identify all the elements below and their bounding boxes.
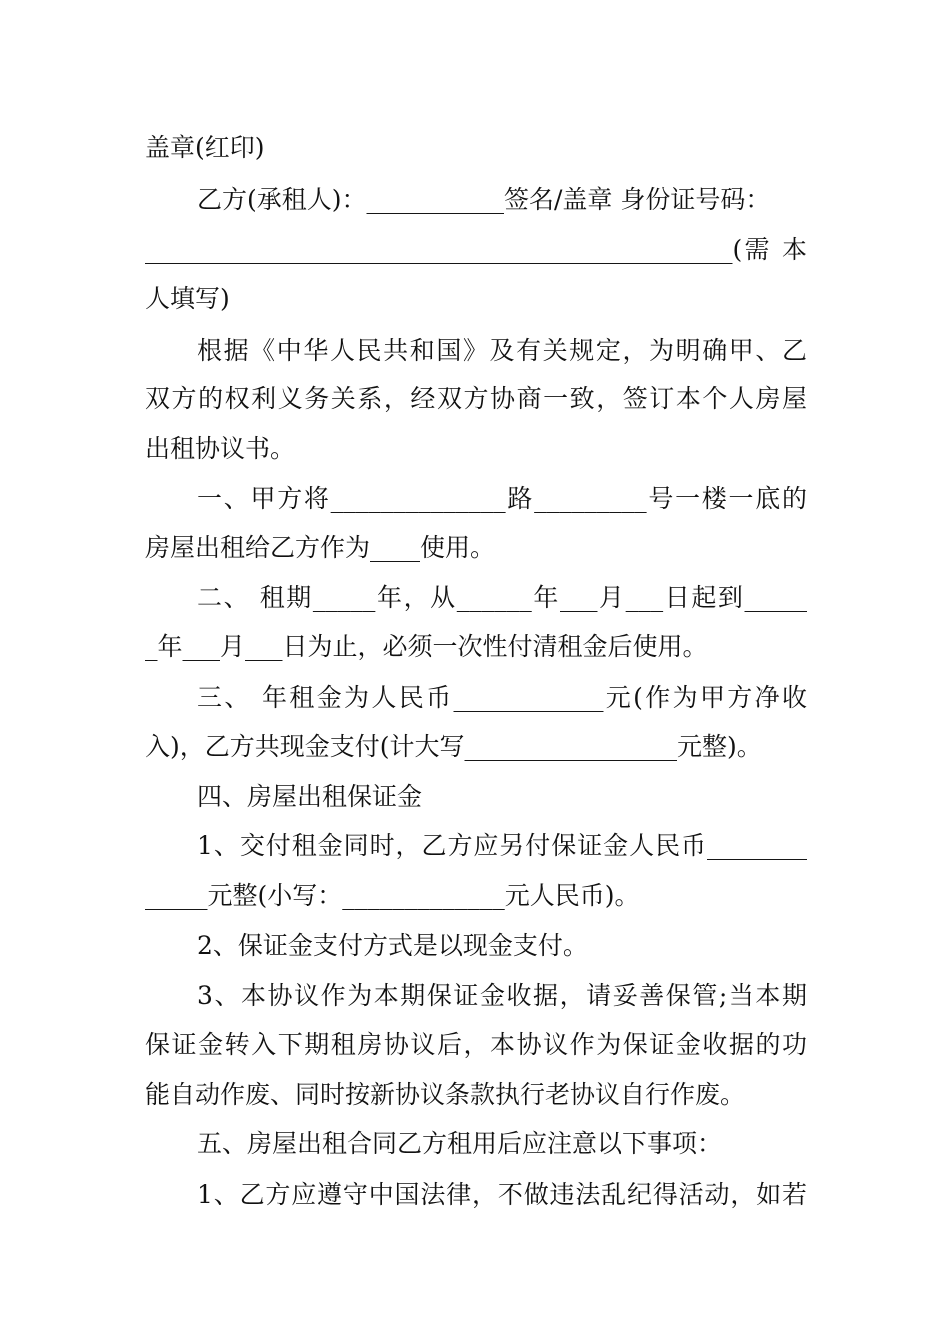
text-line: 能自动作废、同时按新协议条款执行老协议自行作废。 (145, 1080, 746, 1109)
text-line: 五、房屋出租合同乙方租用后应注意以下事项： (197, 1129, 723, 1158)
text-line: 四、房屋出租保证金 (197, 782, 423, 811)
text-line: 三、 年租金为人民币____________元(作为甲方净收 (197, 683, 807, 712)
text-line: 1、交付租金同时，乙方应另付保证金人民币________ (197, 831, 807, 860)
text-line: 房屋出租给乙方作为____使用。 (145, 533, 496, 562)
text-line: _____元整(小写：_____________元人民币)。 (145, 881, 640, 910)
text-line: 2、保证金支付方式是以现金支付。 (197, 931, 588, 960)
text-line: 双方的权利义务关系，经双方协商一致，签订本个人房屋 (145, 384, 807, 413)
text-line: 一、甲方将______________路_________号一楼一底的 (197, 484, 807, 513)
text-line: 出租协议书。 (145, 434, 296, 463)
text-line: _______________________________________________(需 本 (145, 235, 807, 264)
text-line: 盖章(红印) (145, 133, 265, 162)
text-line: 人填写) (145, 284, 230, 313)
text-line: 保证金转入下期租房协议后，本协议作为保证金收据的功 (145, 1030, 807, 1059)
text-line: 根据《中华人民共和国》及有关规定，为明确甲、乙 (197, 336, 807, 365)
text-line: 1、乙方应遵守中国法律，不做违法乱纪得活动，如若 (197, 1180, 807, 1209)
text-line: 乙方(承租人)：___________签名/盖章 身份证号码： (197, 185, 771, 214)
text-line: _年___月___日为止，必须一次性付清租金后使用。 (145, 632, 708, 661)
text-line: 二、 租期_____年，从______年___月___日起到_____ (197, 583, 807, 612)
text-line: 入)，乙方共现金支付(计大写_________________元整)。 (145, 732, 762, 761)
text-line: 3、本协议作为本期保证金收据，请妥善保管;当本期 (197, 981, 807, 1010)
